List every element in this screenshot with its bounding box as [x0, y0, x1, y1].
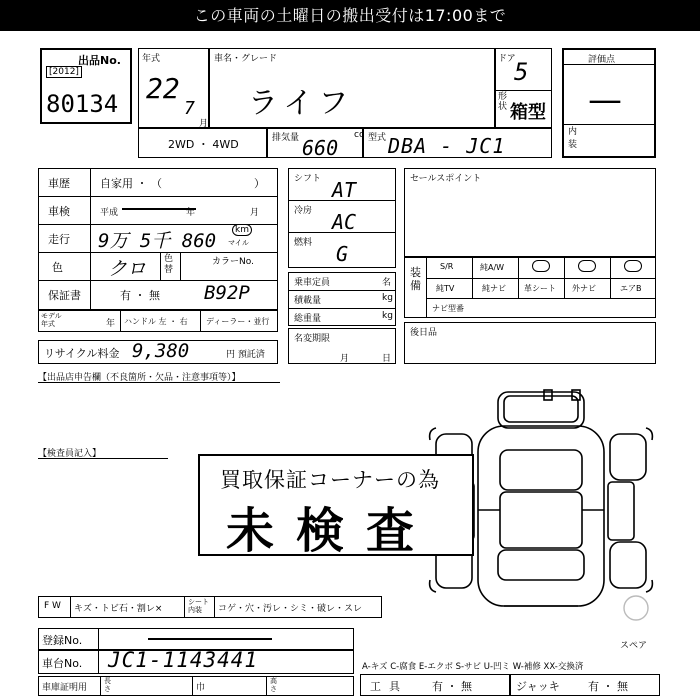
tools-value: 有 ・ 無 — [432, 680, 472, 693]
capacity-label: 乗車定員 — [294, 278, 331, 288]
car-name-value: ライフ — [248, 86, 355, 121]
recycle-suffix: 円 預託済 — [226, 350, 265, 360]
rename-label: 名変期限 — [294, 334, 331, 344]
length-label: 長さ — [104, 677, 111, 693]
fw-value: キズ・トビ石・割レ× — [74, 604, 163, 614]
warranty-value: 有 ・ 無 — [120, 289, 160, 302]
doors-label: ドア — [498, 54, 516, 64]
year-month-suffix: 月 — [199, 119, 209, 129]
inspector-notes-label: 【検査員記入】 — [38, 449, 102, 459]
spare-label: スペア — [620, 641, 648, 651]
saturday-pickup-banner: この車両の土曜日の搬出受付は17:00まで — [0, 0, 700, 31]
grade-value: — — [588, 80, 622, 120]
aftermarket-label: 後日品 — [410, 328, 438, 338]
equip-pw-icon — [578, 260, 596, 272]
equip-nav: 純ナビ — [482, 284, 506, 293]
ac-label: 冷房 — [294, 206, 313, 216]
shape-value: 箱型 — [510, 102, 546, 123]
registration-strike — [148, 638, 272, 640]
equip-ab-icon — [624, 260, 642, 272]
color-value: クロ — [108, 258, 147, 280]
inspection-year: 年 — [186, 208, 196, 218]
drive-label: 2WD ・ 4WD — [168, 138, 239, 151]
repaint-label: 色替 — [164, 254, 174, 275]
inspection-label: 車検 — [48, 205, 70, 218]
weight-unit: kg — [382, 311, 393, 321]
garage-cert-label: 車庫証明用 — [42, 683, 88, 693]
shift-label: シフト — [294, 174, 322, 184]
recycle-label: リサイクル料金 — [44, 347, 120, 360]
auction-sheet — [36, 40, 662, 696]
shift-value: AT — [332, 178, 357, 202]
seller-notes-label: 【出品店申告欄（不良箇所・欠品・注意事項等）】 — [38, 373, 241, 383]
dealer-label: ディーラー・並行 — [206, 317, 270, 326]
color-no-value: B92P — [204, 282, 250, 304]
equipment-label: 装備 — [410, 266, 421, 292]
mileage-unit-mile: マイル — [228, 239, 249, 247]
seat-label: シート内装 — [188, 598, 209, 614]
lot-number: 80134 — [46, 90, 119, 118]
year-month: 7 — [184, 98, 195, 119]
width-label: 巾 — [196, 683, 206, 693]
load-label: 積載量 — [294, 296, 322, 306]
sales-point-label: セールスポイント — [410, 174, 482, 184]
history-close: ） — [254, 177, 265, 190]
registration-label: 登録No. — [42, 634, 83, 647]
stamp-title: 買取保証コーナーの為 — [220, 468, 440, 492]
displacement-label: 排気量 — [272, 133, 300, 143]
equip-ext-nav: 外ナビ — [572, 284, 596, 293]
aftermarket-box — [404, 322, 656, 364]
year-era: 22 — [146, 72, 180, 105]
color-no-label: カラーNo. — [212, 257, 254, 267]
shape-label: 形状 — [498, 92, 508, 112]
year-label: 年式 — [142, 54, 161, 64]
interior-label: 内装 — [568, 127, 578, 150]
mileage-unit-km: km — [232, 224, 252, 236]
fw-label: F W — [44, 601, 61, 611]
inspection-strike — [122, 208, 196, 210]
load-unit: kg — [382, 293, 393, 303]
color-label: 色 — [52, 261, 63, 274]
chassis-label: 車台No. — [42, 657, 83, 670]
history-value: 自家用 ・ （ — [100, 177, 162, 190]
displacement-unit: cc — [354, 130, 364, 140]
inspection-era: 平成 — [100, 208, 119, 218]
history-label: 車歴 — [48, 177, 70, 190]
mileage-value: 9万 5千 860 — [98, 230, 217, 252]
equip-tv: 純TV — [436, 284, 455, 293]
lot-label: 出品No. — [78, 54, 121, 67]
grade-label: 評価点 — [588, 55, 616, 65]
ac-value: AC — [332, 210, 357, 234]
capacity-unit: 名 — [382, 278, 392, 288]
damage-legend: A-キズ C-腐食 E-エクボ S-サビ U-凹ミ W-補修 XX-交換済 — [362, 662, 584, 672]
model-year-unit: 年 — [106, 319, 116, 329]
recycle-value: 9,380 — [132, 340, 190, 362]
equip-alloy: 純A/W — [480, 263, 505, 272]
equip-sunroof: S/R — [440, 262, 454, 271]
type-value: DBA - JC1 — [388, 134, 506, 158]
jack-value: 有 ・ 無 — [588, 680, 628, 693]
chassis-value: JC1-1143441 — [108, 648, 259, 672]
car-name-label: 車名・グレード — [214, 54, 278, 64]
lot-year: [2012] — [46, 66, 82, 78]
rename-month: 月 — [340, 354, 350, 364]
equip-airbag: エアB — [620, 284, 642, 293]
warranty-label: 保証書 — [48, 289, 81, 302]
mileage-label: 走行 — [48, 233, 70, 246]
equip-ps-icon — [532, 260, 550, 272]
tools-label: 工具 — [370, 680, 408, 693]
jack-label: ジャッキ — [516, 680, 560, 693]
inspection-month: 月 — [250, 208, 260, 218]
doors-value: 5 — [514, 58, 529, 86]
model-year-label: モデル年式 — [41, 312, 62, 328]
seat-value: コゲ・穴・汚レ・シミ・破レ・スレ — [218, 604, 363, 614]
weight-label: 総重量 — [294, 314, 322, 324]
fuel-value: G — [336, 242, 349, 266]
stamp-main: 未検査 — [226, 503, 437, 559]
height-label: 高さ — [270, 677, 277, 693]
rename-day: 日 — [382, 354, 392, 364]
displacement-value: 660 — [302, 136, 339, 160]
nav-model-label: ナビ型番 — [432, 304, 464, 313]
equip-leather: 革シート — [524, 284, 556, 293]
handle-label: ハンドル 左 ・ 右 — [124, 317, 188, 326]
fuel-label: 燃料 — [294, 238, 313, 248]
type-label: 型式 — [368, 133, 387, 143]
